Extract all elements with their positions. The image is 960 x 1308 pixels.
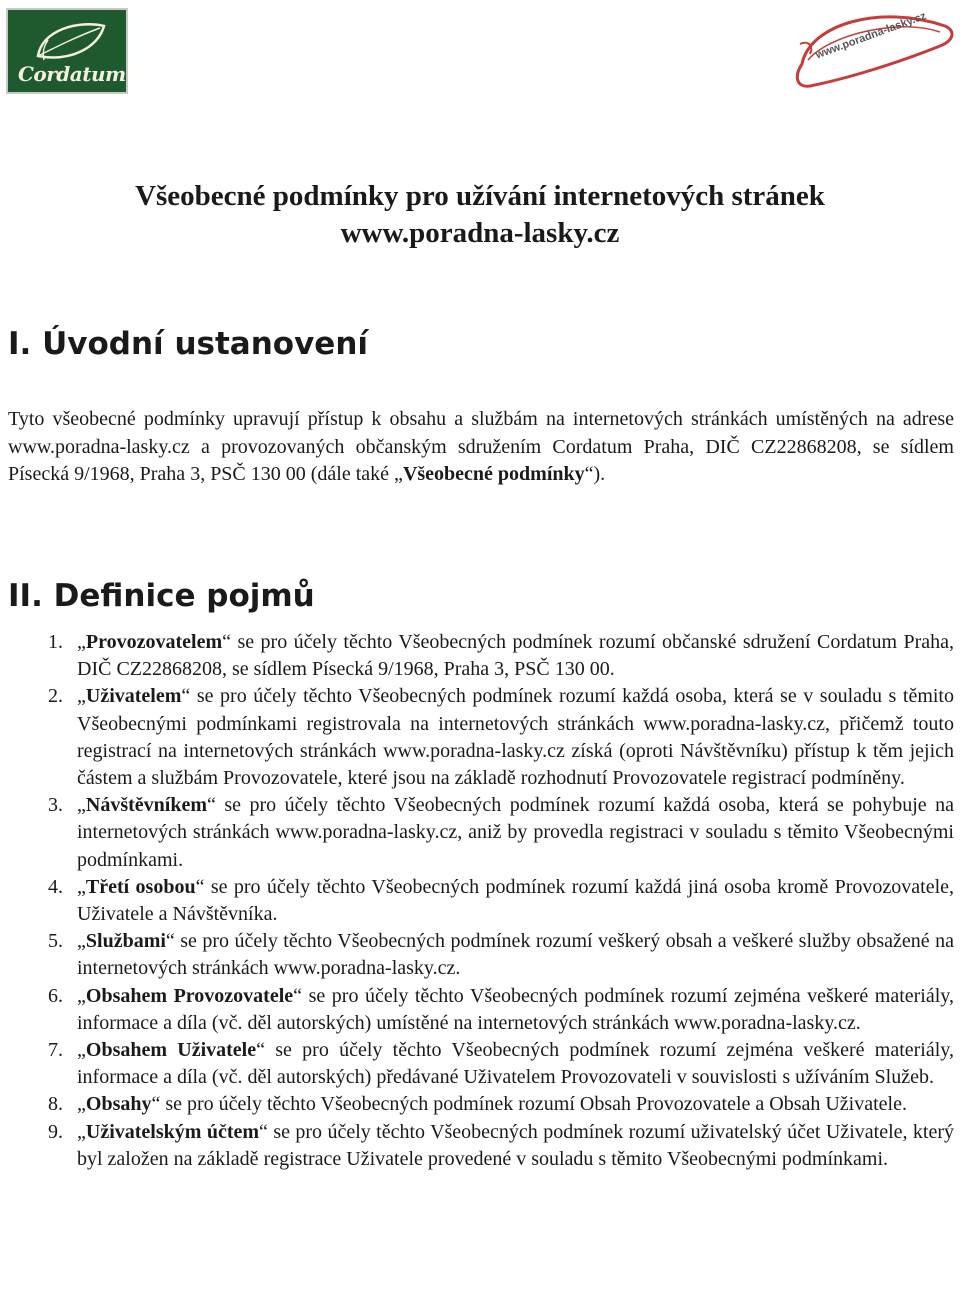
open-quote: „ (77, 1120, 86, 1143)
definition-text: “ se pro účely těchto Všeobecných podmínek rozumí každá jiná osoba kromě Provozovatele, Uživatele a Návštěvníka. (77, 875, 955, 926)
definition-text: “ se pro účely těchto Všeobecných podmínek rozumí občanské sdružení Cordatum Praha, DIČ CZ22868208, se sídlem Písecká 9/1968, Praha 3, PSČ 130 00. (77, 631, 954, 681)
definition-item (8, 874, 954, 928)
title-line-1: Všeobecné podmínky pro užívání internetových stránek (135, 180, 825, 212)
item-number: 8. (48, 1093, 63, 1116)
open-quote: „ (77, 794, 86, 817)
open-quote: „ (77, 1093, 86, 1116)
definition-term: Návštěvníkem (85, 794, 207, 817)
definition-item (8, 792, 954, 874)
section-1-heading: I. Úvodní ustanovení (8, 326, 369, 362)
item-number: 2. (48, 685, 63, 708)
definition-term: Provozovatelem (85, 631, 223, 653)
definition-text: “ se pro účely těchto Všeobecných podmínek rozumí každá osoba, která se v souladu s těmito Všeobecnými podmínkami registrovala na internetových stránkách www.poradna-lasky.cz, přičemž touto registrací na internetových stránkách www.poradna-lasky.cz získá (oproti Návštěvníku) přístup k těm jejich částem a službám Provozovatele, které jsou na základě rozhodnutí Provozovatele registrací podmíněny. (77, 685, 954, 790)
definition-term: Třetí osobou (85, 875, 196, 898)
definition-text: “ se pro účely těchto Všeobecných podmínek rozumí každá osoba, která se pohybuje na internetových stránkách www.poradna-lasky.cz, aniž by provedla registraci v souladu s těmito Všeobecnými podmínkami. (77, 794, 954, 871)
definition-item (8, 1091, 954, 1118)
open-quote: „ (77, 1039, 86, 1062)
poradna-lasky-logo-text: www.poradna-lasky.cz (814, 10, 928, 62)
definition-item (8, 1037, 954, 1091)
definition-item (8, 683, 954, 792)
definition-text: “ se pro účely těchto Všeobecných podmínek rozumí zejména veškeré materiály, informace a díla (vč. děl autorských) umístěné na internetových stránkách www.poradna-lasky.cz. (77, 984, 954, 1034)
item-number: 9. (48, 1120, 63, 1143)
poradna-lasky-logo (790, 4, 960, 104)
definition-term: Obsahem Provozovatele (85, 984, 294, 1007)
item-number: 6. (48, 984, 63, 1007)
item-number: 4. (48, 875, 63, 898)
definition-term: Obsahy (85, 1093, 152, 1116)
definition-term: Službami (85, 930, 166, 953)
definitions-list (8, 629, 954, 1173)
title-line-2: www.poradna-lasky.cz (340, 217, 620, 249)
definition-term: Obsahem Uživatele (85, 1039, 257, 1062)
section-1-end: “). (584, 463, 606, 485)
item-number: 3. (48, 794, 63, 817)
open-quote: „ (77, 984, 86, 1007)
open-quote: „ (77, 930, 86, 953)
definition-text: “ se pro účely těchto Všeobecných podmínek rozumí veškerý obsah a veškeré služby obsažené na internetových stránkách www.poradna-lasky.cz. (77, 930, 954, 980)
definition-item (8, 1119, 954, 1173)
item-number: 5. (48, 930, 63, 953)
definition-text: “ se pro účely těchto Všeobecných podmínek rozumí Obsah Provozovatele a Obsah Uživatele. (151, 1093, 907, 1116)
definition-item (8, 629, 954, 683)
open-quote: „ (77, 631, 86, 653)
open-quote: „ (77, 875, 86, 898)
section-1-paragraph (8, 406, 954, 489)
definition-item (8, 983, 954, 1037)
document-title (0, 178, 960, 252)
item-number: 1. (48, 631, 63, 653)
cordatum-logo (6, 8, 128, 94)
section-1-text: Tyto všeobecné podmínky upravují přístup k obsahu a službám na internetových stránkách umístěných na adrese www.poradna-lasky.cz a provozovaných občanským sdružením Cordatum Praha, DIČ CZ22868208, se sídlem Písecká 9/1968, Praha 3, PSČ 130 00 (dále také „ (8, 408, 954, 485)
cordatum-logo-text: Cordatum (18, 62, 126, 86)
item-number: 7. (48, 1039, 63, 1062)
definition-term: Uživatelským účtem (85, 1120, 260, 1143)
open-quote: „ (77, 685, 86, 708)
definition-term: Uživatelem (85, 685, 182, 708)
section-1-bold-term: Všeobecné podmínky (402, 463, 585, 485)
definition-text: “ se pro účely těchto Všeobecných podmínek rozumí uživatelský účet Uživatele, který byl založen na základě registrace Uživatele provedené v souladu s těmito Všeobecnými podmínkami. (77, 1120, 954, 1170)
definition-text: “ se pro účely těchto Všeobecných podmínek rozumí zejména veškeré materiály, informace a díla (vč. děl autorských) předávané Uživatelem Provozovateli v souvislosti s užíváním Služeb. (77, 1039, 954, 1089)
section-2-heading: II. Definice pojmů (8, 578, 315, 614)
definition-item (8, 928, 954, 982)
